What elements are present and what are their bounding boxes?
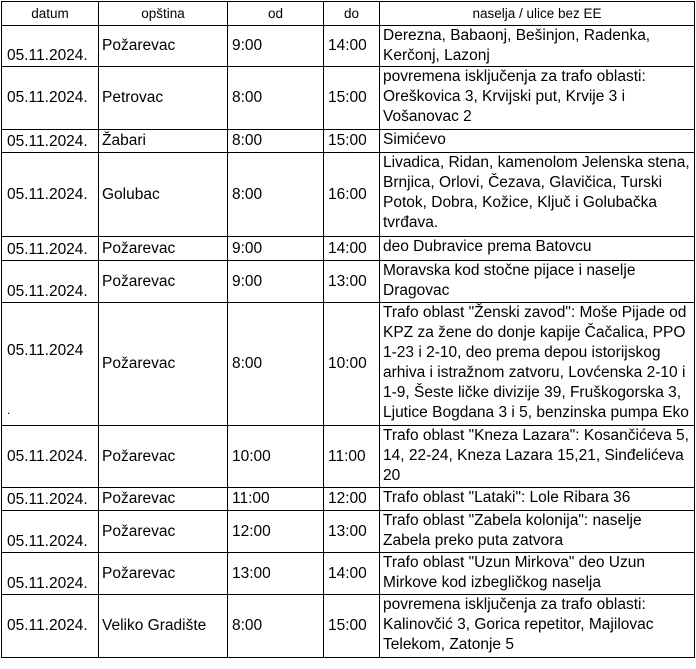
cell-naselja: deo Dubravice prema Batovcu xyxy=(380,237,695,261)
cell-od: 11:00 xyxy=(228,488,324,511)
table-row xyxy=(2,26,695,67)
cell-datum xyxy=(2,303,99,426)
cell-do: 13:00 xyxy=(324,511,380,553)
cell-do: 15:00 xyxy=(324,595,380,658)
cell-naselja: povremena isključenja za trafo oblasti: Kalinovčić 3, Gorica repetitor, Majilovac Telekom, Zatonje 5 xyxy=(380,595,695,658)
table-row xyxy=(2,553,695,595)
header-datum: datum xyxy=(2,2,99,26)
cell-od: 10:00 xyxy=(228,426,324,488)
cell-datum: 05.11.2024. xyxy=(2,153,99,237)
cell-opstina: Požarevac xyxy=(99,261,228,303)
cell-opstina: Požarevac xyxy=(99,488,228,511)
header-do: do xyxy=(324,2,380,26)
cell-naselja: Trafo oblast "Zabela kolonija": naselje Zabela preko puta zatvora xyxy=(380,511,695,553)
table-row xyxy=(2,426,695,488)
cell-opstina: Požarevac xyxy=(99,553,228,595)
cell-do: 11:00 xyxy=(324,426,380,488)
cell-do: 14:00 xyxy=(324,237,380,261)
cell-datum-suffix: . xyxy=(7,403,11,417)
table-row xyxy=(2,67,695,130)
header-od: od xyxy=(228,2,324,26)
cell-opstina: Žabari xyxy=(99,130,228,153)
cell-naselja: Trafo oblast "Kneza Lazara": Kosančićeva 5, 14, 22-24, Kneza Lazara 15,21, Sinđelićeva 20 xyxy=(380,426,695,488)
cell-datum: 05.11.2024. xyxy=(2,426,99,488)
cell-naselja: Moravska kod stočne pijace i naselje Dragovac xyxy=(380,261,695,303)
table-row xyxy=(2,303,695,426)
cell-datum: 05.11.2024. xyxy=(2,130,99,153)
cell-opstina: Požarevac xyxy=(99,26,228,67)
cell-datum: 05.11.2024. xyxy=(2,261,99,303)
cell-naselja: Livadica, Ridan, kamenolom Jelenska stena, Brnjica, Orlovi, Čezava, Glavičica, Turski Potok, Dobra, Kožice, Ključ i Golubačka tvrđava. xyxy=(380,153,695,237)
cell-od: 13:00 xyxy=(228,553,324,595)
cell-od: 9:00 xyxy=(228,237,324,261)
cell-naselja: Trafo oblast "Lataki": Lole Ribara 36 xyxy=(380,488,695,511)
cell-od: 8:00 xyxy=(228,67,324,130)
cell-datum: 05.11.2024. xyxy=(2,26,99,67)
cell-opstina: Požarevac xyxy=(99,511,228,553)
table-row xyxy=(2,261,695,303)
table-row xyxy=(2,488,695,511)
cell-od: 9:00 xyxy=(228,261,324,303)
cell-do: 12:00 xyxy=(324,488,380,511)
cell-opstina: Veliko Gradište xyxy=(99,595,228,658)
cell-datum: 05.11.2024. xyxy=(2,553,99,595)
cell-naselja: Derezna, Babaonj, Bešinjon, Radenka, Kerčonj, Lazonj xyxy=(380,26,695,67)
cell-opstina: Požarevac xyxy=(99,426,228,488)
cell-do: 10:00 xyxy=(324,303,380,426)
table-row xyxy=(2,153,695,237)
cell-datum: 05.11.2024. xyxy=(2,488,99,511)
cell-opstina: Golubac xyxy=(99,153,228,237)
cell-od: 9:00 xyxy=(228,26,324,67)
table-row xyxy=(2,595,695,658)
cell-naselja: Trafo oblast "Ženski zavod": Moše Pijade od KPZ za žene do donje kapije Čačalica, PPO 1-23 i 2-10, deo prema depou istorijskog arhiva i istražnom zatvoru, Lovćenska 2-10 i 1-9, Šeste ličke divizije 39, Fruškogorska 3, Ljutice Bogdana 3 i 5, benzinska pumpa Eko xyxy=(380,303,695,426)
cell-do: 16:00 xyxy=(324,153,380,237)
header-naselja: naselja / ulice bez EE xyxy=(380,2,695,26)
table-row xyxy=(2,511,695,553)
cell-od: 8:00 xyxy=(228,130,324,153)
cell-naselja: Trafo oblast "Uzun Mirkova" deo Uzun Mirkove kod izbegličkog naselja xyxy=(380,553,695,595)
cell-do: 14:00 xyxy=(324,553,380,595)
cell-datum: 05.11.2024. xyxy=(2,237,99,261)
cell-do: 15:00 xyxy=(324,67,380,130)
cell-datum-value: 05.11.2024 xyxy=(7,342,84,359)
header-row xyxy=(2,2,695,26)
cell-od: 8:00 xyxy=(228,595,324,658)
cell-od: 12:00 xyxy=(228,511,324,553)
cell-opstina: Petrovac xyxy=(99,67,228,130)
cell-do: 14:00 xyxy=(324,26,380,67)
cell-datum: 05.11.2024. xyxy=(2,67,99,130)
cell-datum: 05.11.2024. xyxy=(2,511,99,553)
header-opstina: opština xyxy=(99,2,228,26)
table-row xyxy=(2,130,695,153)
cell-do: 15:00 xyxy=(324,130,380,153)
table-row xyxy=(2,237,695,261)
cell-opstina: Požarevac xyxy=(99,303,228,426)
cell-naselja: Simićevo xyxy=(380,130,695,153)
cell-opstina: Požarevac xyxy=(99,237,228,261)
cell-od: 8:00 xyxy=(228,153,324,237)
cell-datum: 05.11.2024. xyxy=(2,595,99,658)
cell-naselja: povremena isključenja za trafo oblasti: Oreškovica 3, Krvijski put, Krvije 3 i Vošanovac 2 xyxy=(380,67,695,130)
outage-table xyxy=(1,1,695,658)
cell-od: 8:00 xyxy=(228,303,324,426)
cell-do: 13:00 xyxy=(324,261,380,303)
